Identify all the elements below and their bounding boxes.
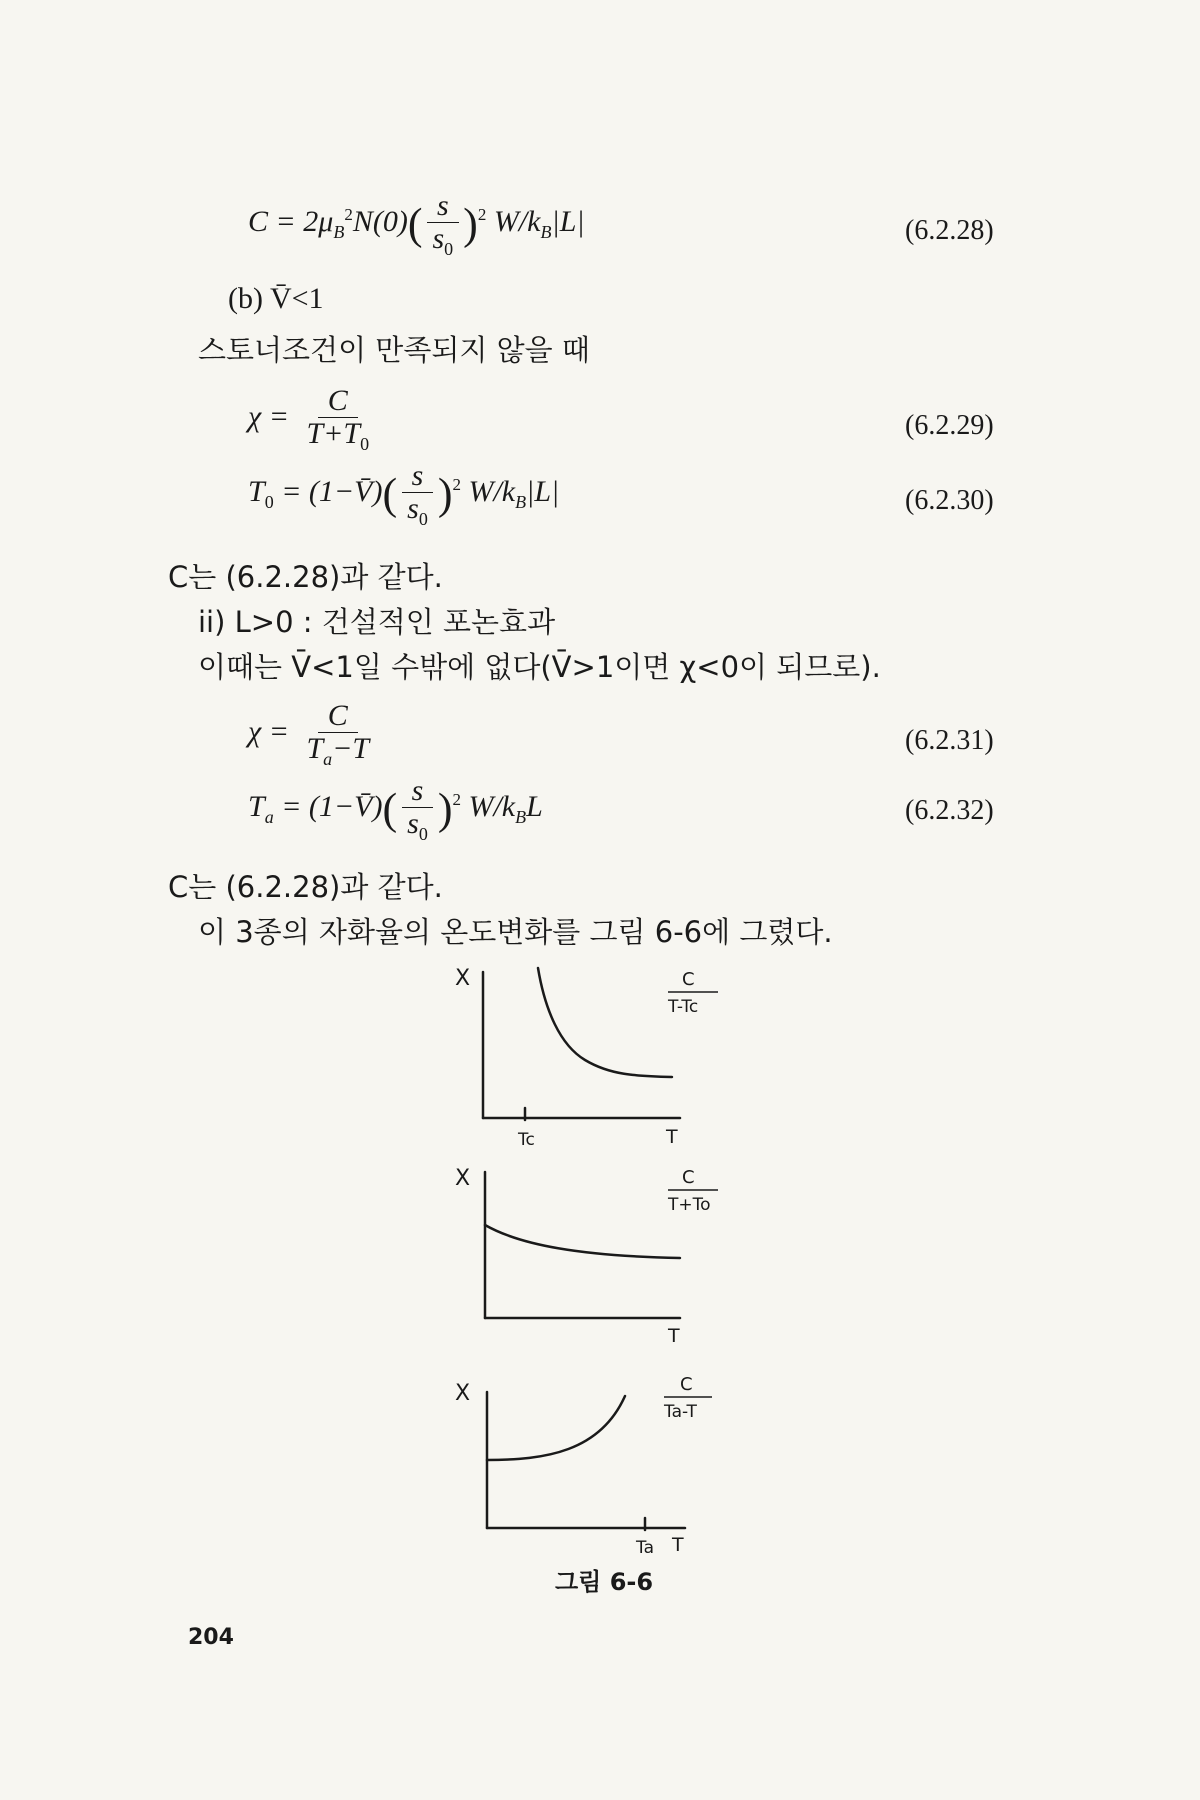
equation-6-2-32: $T_a$ = (1−V̄)( $\frac{s}{s_0}$ )$^2$ $W/k_BL$ — [248, 774, 543, 844]
graph2-formula-num: C — [682, 1167, 695, 1188]
graph1-tick-label: Tc — [518, 1130, 535, 1150]
equation-number-6-2-30: (6.2.30) — [905, 485, 994, 516]
c-same-text-1: C는 (6.2.28)과 같다. — [168, 560, 443, 594]
equation-6-2-31: χ = $\frac{C}{T_a-T}$ — [248, 699, 370, 769]
graph3-formula-den: Ta-T — [664, 1402, 697, 1422]
graph2-xlabel: T — [668, 1325, 680, 1347]
graph1-curve — [538, 968, 672, 1077]
graph3-ylabel: X — [455, 1381, 471, 1406]
case-b-label: (b) V̄<1 — [228, 282, 324, 315]
equation-6-2-28: $C = 2\mu_B^2N(0)$( $\frac{s}{s_0}$ )$^2$ $W/k_B|L|$ — [248, 189, 585, 259]
graph1-formula-num: C — [682, 969, 695, 990]
equation-number-6-2-32: (6.2.32) — [905, 795, 994, 826]
graph2-ylabel: X — [455, 1166, 471, 1191]
equation-6-2-30: $T_0$ = (1−V̄)( $\frac{s}{s_0}$ )$^2$ $W/k_B|L|$ — [248, 459, 560, 529]
equation-number-6-2-28: (6.2.28) — [905, 215, 994, 246]
figure-reference-text: 이 3종의 자화율의 온도변화를 그림 6-6에 그렸다. — [198, 915, 833, 949]
graph3-curve — [487, 1396, 625, 1460]
stoner-condition-text: 스토너조건이 만족되지 않을 때 — [198, 333, 590, 367]
graph1-xlabel: T — [666, 1126, 678, 1148]
c-same-text-2: C는 (6.2.28)과 같다. — [168, 870, 443, 904]
page-number: 204 — [188, 1625, 234, 1650]
equation-number-6-2-31: (6.2.31) — [905, 725, 994, 756]
graph2-curve — [485, 1225, 680, 1258]
graph1-formula-den: T-Tc — [668, 997, 699, 1017]
figure-caption: 그림 6-6 — [555, 1568, 654, 1596]
graph2-formula-den: T+To — [668, 1195, 711, 1215]
graph1-ylabel: X — [455, 966, 471, 991]
graph3-tick-label: Ta — [636, 1538, 654, 1558]
condition-text: 이때는 V̄<1일 수밖에 없다(V̄>1이면 χ<0이 되므로). — [198, 650, 881, 684]
case-ii-text: ii) L>0 : 건설적인 포논효과 — [198, 605, 556, 639]
graph3-formula-num: C — [680, 1374, 693, 1395]
equation-number-6-2-29: (6.2.29) — [905, 410, 994, 441]
graph3-xlabel: T — [672, 1534, 684, 1556]
equation-6-2-29: χ = $\frac{C}{T+T_0}$ — [248, 384, 370, 454]
